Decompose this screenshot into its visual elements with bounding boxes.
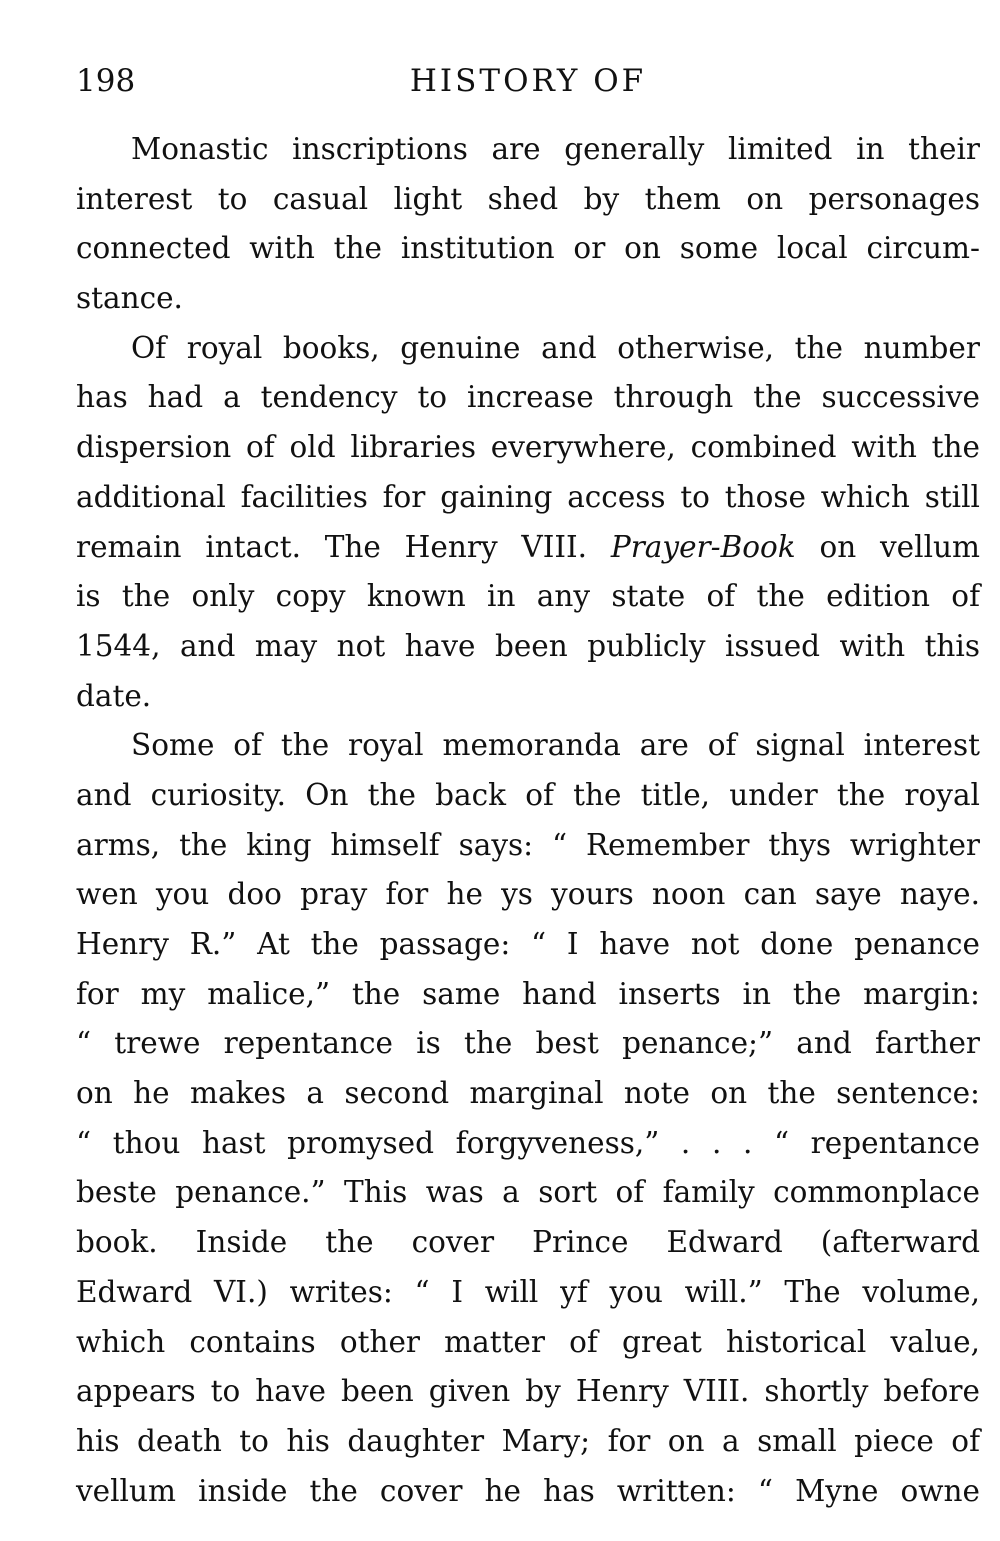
text-line: has had a tendency to increase through the successive [76, 380, 980, 415]
paragraph [76, 324, 980, 722]
text-line: Henry R.” At the passage: “ I have not done penance [76, 927, 980, 961]
text-line: connected with the institution or on some local circum- [76, 231, 980, 266]
text-line: his death to his daughter Mary; for on a small piece of [76, 1423, 980, 1458]
text-line: “ thou hast promysed forgyveness,” . . . “ repentance [76, 1125, 980, 1160]
text-line: dispersion of old libraries everywhere, combined with the [76, 430, 980, 465]
text-line: 1544, and may not have been publicly issued with this [76, 628, 980, 663]
text-line: and curiosity. On the back of the title, under the royal [76, 777, 980, 812]
text-line: date. [76, 678, 152, 713]
text-segment: on vellum [819, 529, 980, 564]
text-line: book. Inside the cover Prince Edward (afterward [76, 1225, 980, 1260]
text-line: vellum inside the cover he has written: “ Myne owne [76, 1473, 980, 1508]
text-line [76, 523, 980, 573]
text-line: Some of the royal memoranda are of signal interest [131, 728, 980, 763]
text-line: on he makes a second marginal note on the sentence: [76, 1076, 980, 1111]
text-line: Monastic inscriptions are generally limited in their [131, 132, 980, 166]
text-line: Edward VI.) writes: “ I will yf you will.” The volume, [76, 1274, 980, 1309]
text-segment: remain intact. The Henry VIII. [76, 529, 588, 564]
paragraph [76, 721, 980, 1516]
text-line: beste penance.” This was a sort of family commonplace [76, 1175, 980, 1210]
text-line: interest to casual light shed by them on personages [76, 181, 980, 216]
text-line: Of royal books, genuine and otherwise, the number [131, 330, 980, 365]
text-line: arms, the king himself says: “ Remember thys wrighter [76, 827, 980, 862]
text-line: is the only copy known in any state of the edition of [76, 579, 980, 614]
paragraph [76, 125, 980, 324]
text-line: additional facilities for gaining access to those which still [76, 479, 980, 514]
text-line: appears to have been given by Henry VIII. shortly before [76, 1374, 980, 1409]
running-head [76, 56, 980, 106]
text-line: which contains other matter of great historical value, [76, 1324, 980, 1359]
running-title: HISTORY OF [409, 63, 647, 99]
text-line: “ trewe repentance is the best penance;” and farther [76, 1026, 980, 1061]
page-number: 198 [76, 63, 136, 99]
text-line: stance. [76, 281, 183, 316]
text-line: wen you doo pray for he ys yours noon can saye naye. [76, 877, 980, 912]
text-line: for my malice,” the same hand inserts in the margin: [76, 976, 980, 1011]
italic-book-title: Prayer-Book [610, 529, 796, 564]
body-text [76, 125, 980, 1516]
